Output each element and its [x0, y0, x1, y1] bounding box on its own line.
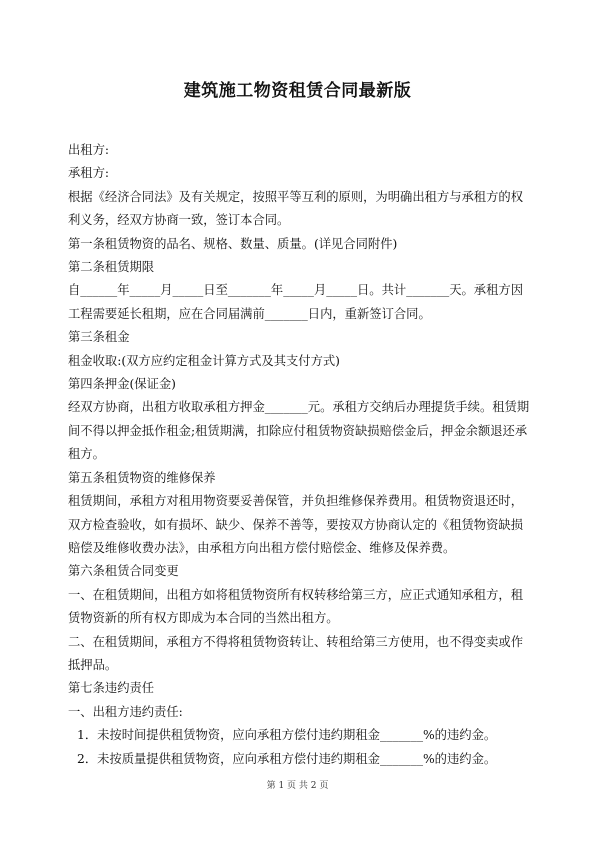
- clause-6-item-2: 二、在租赁期间，承租方不得将租赁物资转让、转租给第三方使用，也不得变卖或作抵押品。: [68, 634, 523, 672]
- document-body: [68, 139, 530, 771]
- clause-6-heading: 第六条租赁合同变更: [68, 564, 179, 579]
- clause-1-heading: 第一条租赁物资的品名、规格、数量、质量。(详见合同附件): [68, 236, 398, 251]
- paragraph-lessee: 承租方:: [68, 166, 110, 181]
- clause-5-body: 租赁期间，承租方对租用物资要妥善保管，并负担维修保养费用。租赁物资退还时，双方检查验收，如有损坏、缺少、保养不善等，要按双方协商认定的《租赁物资缺损赔偿及维修收费办法》，由承租方向出租方偿付赔偿金、维修及保养费。: [68, 494, 523, 555]
- paragraph-lessor: 出租方:: [68, 143, 110, 157]
- clause-5-heading: 第五条租赁物资的维修保养: [68, 470, 216, 485]
- clause-7-item-2: 2．未按质量提供租赁物资，应向承租方偿付违约期租金_______%的违约金。: [77, 751, 497, 766]
- paragraph-preamble: 根据《经济合同法》及有关规定，按照平等互利的原则，为明确出租方与承租方的权利义务，经双方协商一致，签订本合同。: [68, 189, 523, 228]
- clause-7-heading: 第七条违约责任: [68, 681, 155, 696]
- clause-4-body: 经双方协商，出租方收取承租方押金_______元。承租方交纳后办理提货手续。租赁期间不得以押金抵作租金;租赁期满，扣除应付租赁物资缺损赔偿金后，押金余额退还承租方。: [68, 400, 530, 462]
- clause-3-body: 租金收取:(双方应约定租金计算方式及其支付方式): [68, 353, 340, 368]
- clause-2-body: 自______年_____月_____日至_______年_____月_____日。共计_______天。承租方因工程需要延长租期，应在合同届满前_______日内，重新签订合同。: [68, 283, 523, 321]
- clause-7-item-1: 1．未按时间提供租赁物资，应向承租方偿付违约期租金_______%的违约金。: [77, 728, 497, 743]
- clause-7-subheading: 一、出租方违约责任:: [68, 704, 183, 719]
- clause-3-heading: 第三条租金: [68, 330, 130, 345]
- clause-4-heading: 第四条押金(保证金): [68, 377, 176, 392]
- clause-6-item-1: 一、在租赁期间，出租方如将租赁物资所有权转移给第三方，应正式通知承租方，租赁物资新的所有权方即成为本合同的当然出租方。: [68, 587, 523, 626]
- page-footer: 第 1 页 共 2 页: [266, 781, 329, 791]
- clause-2-heading: 第二条租赁期限: [68, 260, 155, 275]
- document-title: 建筑施工物资租赁合同最新版: [183, 81, 412, 101]
